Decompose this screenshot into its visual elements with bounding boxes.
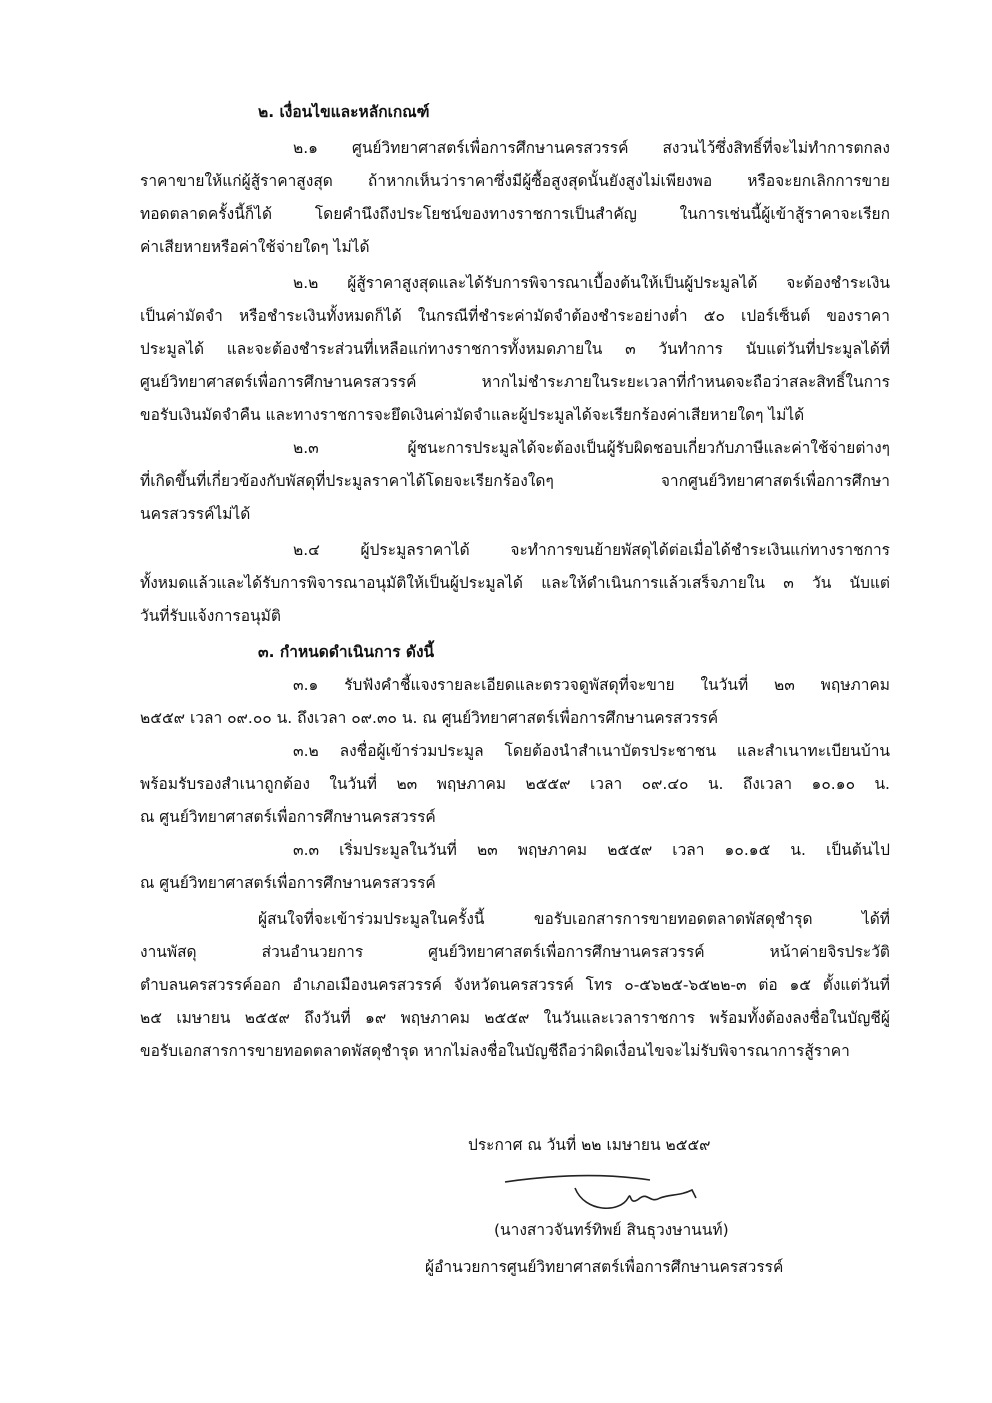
clause-3-1-line: ๒๕๕๙ เวลา ๐๙.๐๐ น. ถึงเวลา ๐๙.๓๐ น. ณ ศูนย์วิทยาศาสตร์เพื่อการศึกษานครสวรรค์ — [140, 709, 719, 727]
document-body — [140, 96, 890, 1068]
clause-2-3-line: นครสวรรค์ไม่ได้ — [140, 505, 251, 523]
signature-image — [500, 1168, 710, 1218]
clause-2-4-line: ทั้งหมดแล้วและได้รับการพิจารณาอนุมัติให้เป็นผู้ประมูลได้ และให้ดำเนินการแล้วเสร็จภายใน ๓ วัน นับแต่ — [140, 574, 890, 592]
clause-2-3-line: ๒.๓ ผู้ชนะการประมูลได้จะต้องเป็นผู้รับผิดชอบเกี่ยวกับภาษีและค่าใช้จ่ายต่างๆ — [293, 439, 890, 457]
clause-2-1-line: ราคาขายให้แก่ผู้สู้ราคาสูงสุด ถ้าหากเห็นว่าราคาซึ่งมีผู้ซื้อสูงสุดนั้นยังสูงไม่เพียงพอ หรือจะยกเลิกการขาย — [140, 172, 890, 190]
clause-3-2-line: พร้อมรับรองสำเนาถูกต้อง ในวันที่ ๒๓ พฤษภาคม ๒๕๕๙ เวลา ๐๙.๔๐ น. ถึงเวลา ๑๐.๑๐ น. — [140, 775, 890, 793]
notice-line: ๒๕ เมษายน ๒๕๕๙ ถึงวันที่ ๑๙ พฤษภาคม ๒๕๕๙ ในวันและเวลาราชการ พร้อมทั้งต้องลงชื่อในบัญชีผู้ — [140, 1009, 890, 1027]
clause-2-3-line: ที่เกิดขึ้นที่เกี่ยวข้องกับพัสดุที่ประมูลราคาได้โดยจะเรียกร้องใดๆ จากศูนย์วิทยาศาสตร์เพื่อการศึกษา — [140, 472, 890, 490]
clause-2-2-line: ศูนย์วิทยาศาสตร์เพื่อการศึกษานครสวรรค์ หากไม่ชำระภายในระยะเวลาที่กำหนดจะถือว่าสละสิทธิ์ในการ — [140, 373, 890, 391]
clause-2-1-line: ๒.๑ ศูนย์วิทยาศาสตร์เพื่อการศึกษานครสวรรค์ สงวนไว้ซึ่งสิทธิ์ที่จะไม่ทำการตกลง — [293, 139, 890, 157]
clause-3-2-line: ๓.๒ ลงชื่อผู้เข้าร่วมประมูล โดยต้องนำสำเนาบัตรประชาชน และสำเนาทะเบียนบ้าน — [293, 742, 890, 760]
section-3-heading: ๓. กำหนดดำเนินการ ดังนี้ — [258, 643, 435, 661]
signatory-name: (นางสาวจันทร์ทิพย์ สินธุวงษานนท์) — [494, 1221, 729, 1239]
clause-2-1-line: ทอดตลาดครั้งนี้ก็ได้ โดยคำนึงถึงประโยชน์ของทางราชการเป็นสำคัญ ในการเช่นนี้ผู้เข้าสู้ราคาจะเรียก — [140, 205, 890, 223]
notice-line: ผู้สนใจที่จะเข้าร่วมประมูลในครั้งนี้ ขอรับเอกสารการขายทอดตลาดพัสดุชำรุด ได้ที่ — [258, 910, 890, 928]
clause-2-2-line: ประมูลได้ และจะต้องชำระส่วนที่เหลือแก่ทางราชการทั้งหมดภายใน ๓ วันทำการ นับแต่วันที่ประมูลได้ที่ — [140, 340, 890, 358]
clause-2-2-line: ขอรับเงินมัดจำคืน และทางราชการจะยึดเงินค่ามัดจำและผู้ประมูลได้จะเรียกร้องค่าเสียหายใดๆ ไม่ได้ — [140, 406, 805, 424]
announcement-date: ประกาศ ณ วันที่ ๒๒ เมษายน ๒๕๕๙ — [468, 1136, 711, 1154]
clause-2-4-line: ๒.๔ ผู้ประมูลราคาได้ จะทำการขนย้ายพัสดุได้ต่อเมื่อได้ชำระเงินแก่ทางราชการ — [293, 541, 890, 559]
notice-line: งานพัสดุ ส่วนอำนวยการ ศูนย์วิทยาศาสตร์เพื่อการศึกษานครสวรรค์ หน้าค่ายจิรประวัติ — [140, 943, 890, 961]
clause-2-2-line: เป็นค่ามัดจำ หรือชำระเงินทั้งหมดก็ได้ ในกรณีที่ชำระค่ามัดจำต้องชำระอย่างต่ำ ๕๐ เปอร์เซ็นต์ ของราคา — [140, 307, 890, 325]
clause-3-2-line: ณ ศูนย์วิทยาศาสตร์เพื่อการศึกษานครสวรรค์ — [140, 808, 436, 826]
clause-3-3-line: ณ ศูนย์วิทยาศาสตร์เพื่อการศึกษานครสวรรค์ — [140, 874, 436, 892]
clause-3-3-line: ๓.๓ เริ่มประมูลในวันที่ ๒๓ พฤษภาคม ๒๕๕๙ เวลา ๑๐.๑๕ น. เป็นต้นไป — [293, 841, 890, 859]
notice-line: ขอรับเอกสารการขายทอดตลาดพัสดุชำรุด หากไม่ลงชื่อในบัญชีถือว่าผิดเงื่อนไขจะไม่รับพิจารณาการสู้ราคา — [140, 1042, 850, 1060]
clause-3-1-line: ๓.๑ รับฟังคำชี้แจงรายละเอียดและตรวจดูพัสดุที่จะขาย ในวันที่ ๒๓ พฤษภาคม — [293, 676, 890, 694]
section-2-heading: ๒. เงื่อนไขและหลักเกณฑ์ — [258, 103, 430, 121]
signatory-title: ผู้อำนวยการศูนย์วิทยาศาสตร์เพื่อการศึกษานครสวรรค์ — [425, 1258, 784, 1276]
clause-2-4-line: วันที่รับแจ้งการอนุมัติ — [140, 607, 281, 625]
clause-2-1-line: ค่าเสียหายหรือค่าใช้จ่ายใดๆ ไม่ได้ — [140, 238, 370, 256]
notice-line: ตำบลนครสวรรค์ออก อำเภอเมืองนครสวรรค์ จังหวัดนครสวรรค์ โทร ๐-๕๖๒๕-๖๕๒๒-๓ ต่อ ๑๕ ตั้งแต่วันที่ — [140, 976, 890, 994]
clause-2-2-line: ๒.๒ ผู้สู้ราคาสูงสุดและได้รับการพิจารณาเบื้องต้นให้เป็นผู้ประมูลได้ จะต้องชำระเงิน — [293, 274, 890, 292]
